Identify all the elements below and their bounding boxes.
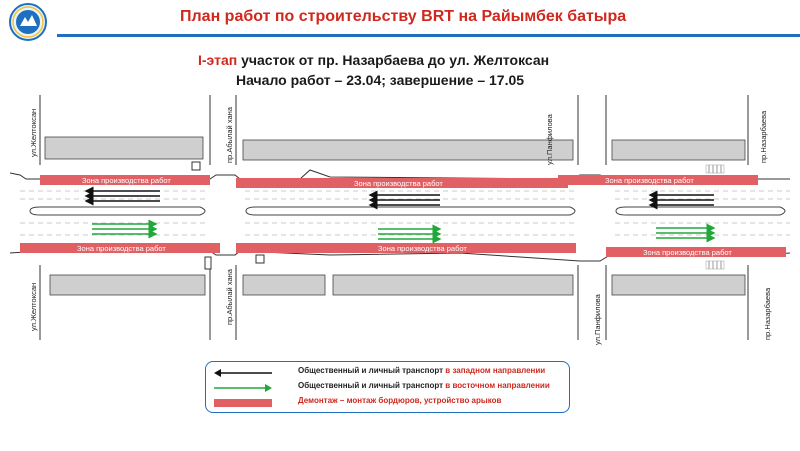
legend-highlight: в восточном направлении [445,381,550,390]
street-label-zheltoksan: ул.Желтоксан [29,282,38,331]
work-zone-label: Зона производства работ [605,176,694,185]
legend-item-westbound [214,367,564,379]
red-swatch-icon [214,399,272,407]
street-label-nazarbaeva: пр.Назарбаева [759,110,768,163]
work-zone-label: Зона производства работ [82,176,171,185]
legend [205,361,570,413]
bus-stop-icon [205,257,211,269]
legend-item-eastbound [214,382,564,394]
work-zone-label: Зона производства работ [643,248,732,257]
stage-label: I-этап [198,52,238,68]
bus-stop-icon [192,162,200,170]
legend-text: Общественный и личный транспорт [298,366,446,375]
legend-item-curb-works [214,397,564,409]
street-label-zheltoksan: ул.Желтоксан [29,108,38,157]
work-zone-label: Зона производства работ [354,179,443,188]
street-label-nazarbaeva: пр.Назарбаева [763,287,772,340]
street-label-panfilova: ул.Панфилова [545,114,554,165]
title-underline [57,34,800,37]
header [0,0,800,40]
dates-subtitle: Начало работ – 23.04; завершение – 17.05 [236,72,525,88]
section-label: участок от пр. Назарбаева до ул. Желтоксан [237,52,550,68]
green-arrow-right-icon [214,383,274,393]
legend-text: Демонтаж – монтаж бордюров, устройство арыков [298,396,502,405]
street-label-abylai: пр.Абылай хана [225,107,234,163]
bus-stop-icon [256,255,264,263]
street-label-abylai: пр.Абылай хана [225,269,234,325]
legend-highlight: в западном направлении [445,366,546,375]
black-arrow-left-icon [214,368,274,378]
work-zone-label: Зона производства работ [77,244,166,253]
work-zone-label: Зона производства работ [378,244,467,253]
stage-subtitle [198,52,549,68]
page-title: План работ по строительству BRT на Райымбек батыра [180,8,627,25]
legend-text: Общественный и личный транспорт [298,381,446,390]
street-label-panfilova: ул.Панфилова [593,294,602,345]
road-works-diagram [0,95,800,360]
